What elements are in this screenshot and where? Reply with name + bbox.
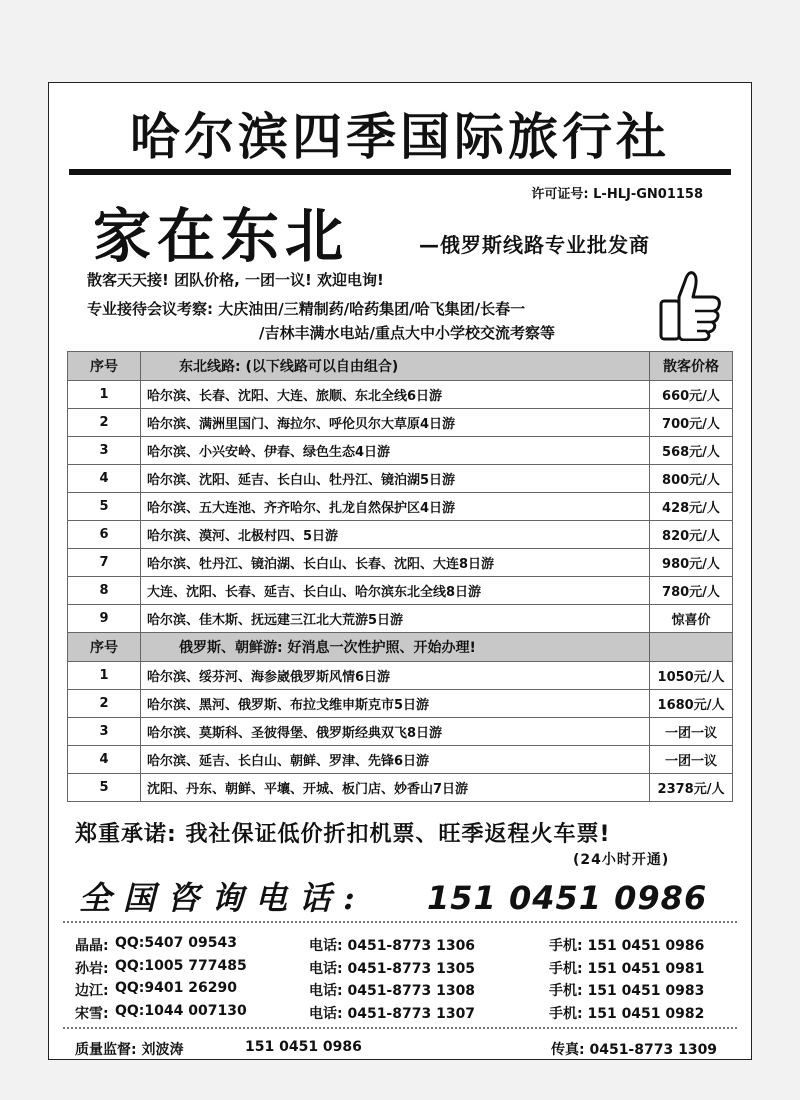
fax-number: 传真: 0451-8773 1309 bbox=[551, 1042, 718, 1058]
contact-name: 宋雪: bbox=[75, 1005, 109, 1022]
table-row bbox=[68, 381, 733, 409]
hours-note: (24小时开通) bbox=[573, 852, 670, 868]
route-price: 惊喜价 bbox=[650, 605, 733, 633]
tagline: —俄罗斯线路专业批发商 bbox=[419, 233, 650, 257]
dotted-divider-bottom bbox=[63, 1027, 737, 1029]
table-header-row bbox=[68, 352, 733, 381]
contact-name: 孙岩: bbox=[75, 960, 109, 977]
route-no: 1 bbox=[68, 381, 141, 409]
russia-section-header-row bbox=[68, 633, 733, 662]
route-price: 1050元/人 bbox=[650, 662, 733, 690]
thumbs-up-icon bbox=[655, 267, 723, 341]
route-no: 3 bbox=[68, 437, 141, 465]
table-row bbox=[68, 774, 733, 802]
route-price: 980元/人 bbox=[650, 549, 733, 577]
agency-title: 哈尔滨四季国际旅行社 bbox=[130, 108, 670, 166]
supervisor-phone: 151 0451 0986 bbox=[245, 1039, 362, 1055]
route-name: 哈尔滨、绥芬河、海参崴俄罗斯风情6日游 bbox=[141, 662, 650, 690]
route-price: 一团一议 bbox=[650, 746, 733, 774]
route-no: 1 bbox=[68, 662, 141, 690]
contact-row bbox=[75, 958, 735, 981]
route-name: 哈尔滨、延吉、长白山、朝鲜、罗津、先锋6日游 bbox=[141, 746, 650, 774]
route-no: 2 bbox=[68, 409, 141, 437]
quality-supervisor: 质量监督: 刘波涛 bbox=[75, 1042, 184, 1058]
header-price-empty bbox=[650, 633, 733, 662]
table-row bbox=[68, 549, 733, 577]
contact-mobile: 手机: 151 0451 0982 bbox=[549, 1005, 705, 1022]
route-no: 6 bbox=[68, 521, 141, 549]
route-name: 哈尔滨、牡丹江、镜泊湖、长白山、长春、沈阳、大连8日游 bbox=[141, 549, 650, 577]
route-name: 大连、沈阳、长春、延吉、长白山、哈尔滨东北全线8日游 bbox=[141, 577, 650, 605]
table-row bbox=[68, 746, 733, 774]
route-price: 428元/人 bbox=[650, 493, 733, 521]
route-name: 哈尔滨、莫斯科、圣彼得堡、俄罗斯经典双飞8日游 bbox=[141, 718, 650, 746]
route-no: 7 bbox=[68, 549, 141, 577]
header-no: 序号 bbox=[68, 633, 141, 662]
contact-row bbox=[75, 935, 735, 958]
reception-info bbox=[87, 297, 555, 345]
contact-qq: QQ:1005 777485 bbox=[115, 957, 247, 974]
table-row bbox=[68, 437, 733, 465]
table-row bbox=[68, 409, 733, 437]
title-divider bbox=[69, 169, 731, 175]
route-no: 2 bbox=[68, 690, 141, 718]
table-row bbox=[68, 718, 733, 746]
route-no: 5 bbox=[68, 493, 141, 521]
contact-qq: QQ:1044 007130 bbox=[115, 1002, 247, 1019]
hotline-label: 全国咨询电话: bbox=[79, 879, 367, 917]
route-name: 哈尔滨、小兴安岭、伊春、绿色生态4日游 bbox=[141, 437, 650, 465]
northeast-section-header: 东北线路: (以下线路可以自由组合) bbox=[141, 352, 650, 381]
table-row bbox=[68, 493, 733, 521]
contact-tel: 电话: 0451-8773 1308 bbox=[309, 983, 476, 999]
route-name: 哈尔滨、漠河、北极村四、5日游 bbox=[141, 521, 650, 549]
routes-table bbox=[67, 351, 733, 802]
route-price: 一团一议 bbox=[650, 718, 733, 746]
hotline-number: 151 0451 0986 bbox=[427, 879, 708, 917]
route-no: 3 bbox=[68, 718, 141, 746]
route-price: 1680元/人 bbox=[650, 690, 733, 718]
reception-line-2: /吉林丰满水电站/重点大中小学校交流考察等 bbox=[259, 324, 555, 342]
contact-qq: QQ:9401 26290 bbox=[115, 980, 237, 996]
russia-section-header: 俄罗斯、朝鲜游: 好消息一次性护照、开始办理! bbox=[141, 633, 650, 662]
flyer-page bbox=[48, 82, 752, 1060]
route-name: 哈尔滨、满洲里国门、海拉尔、呼伦贝尔大草原4日游 bbox=[141, 409, 650, 437]
route-no: 5 bbox=[68, 774, 141, 802]
route-name: 哈尔滨、沈阳、延吉、长白山、牡丹江、镜泊湖5日游 bbox=[141, 465, 650, 493]
license-number: 许可证号: L-HLJ-GN01158 bbox=[531, 187, 703, 202]
table-row bbox=[68, 690, 733, 718]
route-no: 8 bbox=[68, 577, 141, 605]
contacts-list bbox=[75, 935, 735, 1025]
route-no: 4 bbox=[68, 746, 141, 774]
dotted-divider-top bbox=[63, 921, 737, 923]
contact-name: 晶晶: bbox=[75, 938, 109, 954]
table-row bbox=[68, 662, 733, 690]
header-no: 序号 bbox=[68, 352, 141, 381]
welcome-slogan: 散客天天接! 团队价格, 一团一议! 欢迎电询! bbox=[87, 271, 384, 289]
route-price: 2378元/人 bbox=[650, 774, 733, 802]
route-name: 哈尔滨、长春、沈阳、大连、旅顺、东北全线6日游 bbox=[141, 381, 650, 409]
route-price: 660元/人 bbox=[650, 381, 733, 409]
route-price: 568元/人 bbox=[650, 437, 733, 465]
route-name: 哈尔滨、五大连池、齐齐哈尔、扎龙自然保护区4日游 bbox=[141, 493, 650, 521]
contact-mobile: 手机: 151 0451 0981 bbox=[549, 960, 705, 977]
contact-qq: QQ:5407 09543 bbox=[115, 935, 237, 951]
contact-row bbox=[75, 980, 735, 1003]
brand-slogan: 家在东北 bbox=[93, 202, 350, 270]
route-price: 700元/人 bbox=[650, 409, 733, 437]
contact-name: 边江: bbox=[75, 983, 109, 999]
route-no: 9 bbox=[68, 605, 141, 633]
route-name: 沈阳、丹东、朝鲜、平壤、开城、板门店、妙香山7日游 bbox=[141, 774, 650, 802]
reception-line-1: 专业接待会议考察: 大庆油田/三精制药/哈药集团/哈飞集团/长春一 bbox=[87, 300, 526, 318]
route-price: 800元/人 bbox=[650, 465, 733, 493]
route-price: 820元/人 bbox=[650, 521, 733, 549]
route-no: 4 bbox=[68, 465, 141, 493]
contact-mobile: 手机: 151 0451 0986 bbox=[549, 938, 705, 954]
route-price: 780元/人 bbox=[650, 577, 733, 605]
contact-mobile: 手机: 151 0451 0983 bbox=[549, 983, 705, 999]
table-row bbox=[68, 521, 733, 549]
contact-tel: 电话: 0451-8773 1307 bbox=[309, 1005, 476, 1022]
table-row bbox=[68, 577, 733, 605]
table-row bbox=[68, 605, 733, 633]
contact-row bbox=[75, 1003, 735, 1026]
route-name: 哈尔滨、佳木斯、抚远建三江北大荒游5日游 bbox=[141, 605, 650, 633]
table-row bbox=[68, 465, 733, 493]
header-price: 散客价格 bbox=[650, 352, 733, 381]
route-name: 哈尔滨、黑河、俄罗斯、布拉戈维申斯克市5日游 bbox=[141, 690, 650, 718]
contact-tel: 电话: 0451-8773 1306 bbox=[309, 938, 476, 954]
contact-tel: 电话: 0451-8773 1305 bbox=[309, 960, 476, 977]
promise-text: 郑重承诺: 我社保证低价折扣机票、旺季返程火车票! bbox=[75, 822, 611, 847]
